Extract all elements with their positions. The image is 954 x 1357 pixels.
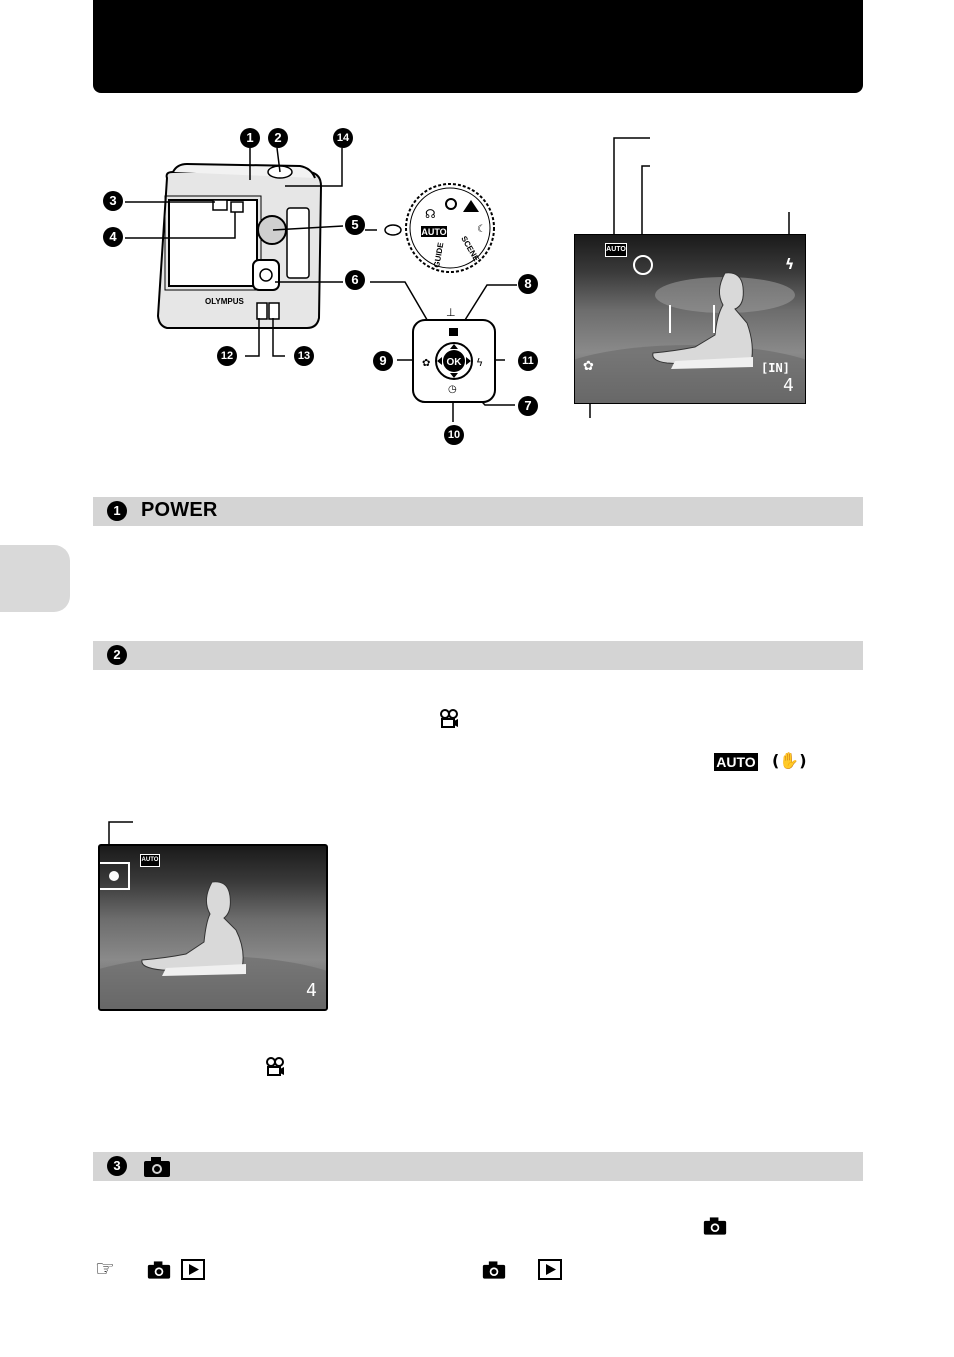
callout-9: 9 bbox=[373, 351, 393, 371]
section-number-1: 1 bbox=[107, 501, 127, 521]
small-monitor-shots: 4 bbox=[306, 980, 317, 1001]
green-lamp-icon bbox=[109, 871, 119, 881]
main-monitor bbox=[574, 234, 806, 404]
camera-icon bbox=[143, 1156, 171, 1178]
dial-auto-label: AUTO bbox=[421, 227, 447, 237]
af-target-mark bbox=[669, 305, 715, 333]
camera-icon bbox=[703, 1216, 727, 1236]
af-lock-icon bbox=[633, 255, 653, 275]
dial-scene-label: SCENE bbox=[459, 234, 481, 263]
svg-text:OLYMPUS: OLYMPUS bbox=[205, 297, 244, 306]
self-timer-icon: ◷ bbox=[448, 384, 457, 395]
play-icon bbox=[538, 1259, 562, 1280]
section-bar-shutter bbox=[93, 641, 863, 670]
macro-icon: ✿ bbox=[422, 358, 431, 369]
section-number-2: 2 bbox=[107, 645, 127, 665]
callout-11: 11 bbox=[518, 351, 538, 371]
shots-remaining: 4 bbox=[783, 375, 794, 396]
section-number-3: 3 bbox=[107, 1156, 127, 1176]
callout-2: 2 bbox=[268, 128, 288, 148]
side-tab bbox=[0, 545, 70, 612]
macro-mode-icon: ✿ bbox=[583, 359, 594, 374]
memory-indicator: [IN] bbox=[761, 361, 790, 375]
header-bar bbox=[93, 0, 863, 93]
flash-icon: ϟ bbox=[476, 356, 484, 369]
camera-body bbox=[158, 164, 321, 328]
callout-10: 10 bbox=[444, 425, 464, 445]
callout-13: 13 bbox=[294, 346, 314, 366]
arrow-pad bbox=[413, 306, 495, 402]
callout-5: 5 bbox=[345, 215, 365, 235]
hand-shake-icon: (✋) bbox=[772, 751, 807, 770]
callout-12: 12 bbox=[217, 346, 237, 366]
flash-standby-icon: ϟ bbox=[785, 257, 795, 273]
callout-7: 7 bbox=[518, 396, 538, 416]
small-monitor-auto-badge: AUTO bbox=[140, 854, 160, 867]
callout-6: 6 bbox=[345, 270, 365, 290]
movie-icon bbox=[438, 708, 460, 730]
callout-3: 3 bbox=[103, 191, 123, 211]
section-bar-shooting bbox=[93, 1152, 863, 1181]
dial-guide-label: GUIDE bbox=[432, 241, 446, 269]
ok-label: OK bbox=[446, 357, 462, 368]
callout-8: 8 bbox=[518, 274, 538, 294]
movie-icon bbox=[264, 1056, 286, 1078]
svg-text:☊: ☊ bbox=[425, 207, 436, 221]
green-lamp-frame bbox=[98, 862, 130, 890]
callout-1: 1 bbox=[240, 128, 260, 148]
monitor-auto-badge: AUTO bbox=[605, 243, 627, 257]
play-icon bbox=[181, 1259, 205, 1280]
camera-diagram bbox=[95, 120, 545, 450]
auto-mode-badge: AUTO bbox=[714, 753, 758, 771]
camera-icon bbox=[482, 1260, 506, 1280]
callout-14: 14 bbox=[333, 128, 353, 148]
section-title-power: POWER bbox=[141, 499, 218, 521]
section-bar-power bbox=[93, 497, 863, 526]
exposure-icon bbox=[449, 328, 458, 336]
print-icon: ⊥ bbox=[446, 306, 456, 319]
pointing-hand-icon: ☞ bbox=[95, 1257, 115, 1282]
svg-text:☾: ☾ bbox=[477, 224, 486, 235]
camera-icon bbox=[147, 1260, 171, 1280]
small-monitor bbox=[98, 844, 328, 1011]
callout-4: 4 bbox=[103, 227, 123, 247]
mode-dial bbox=[385, 184, 494, 272]
